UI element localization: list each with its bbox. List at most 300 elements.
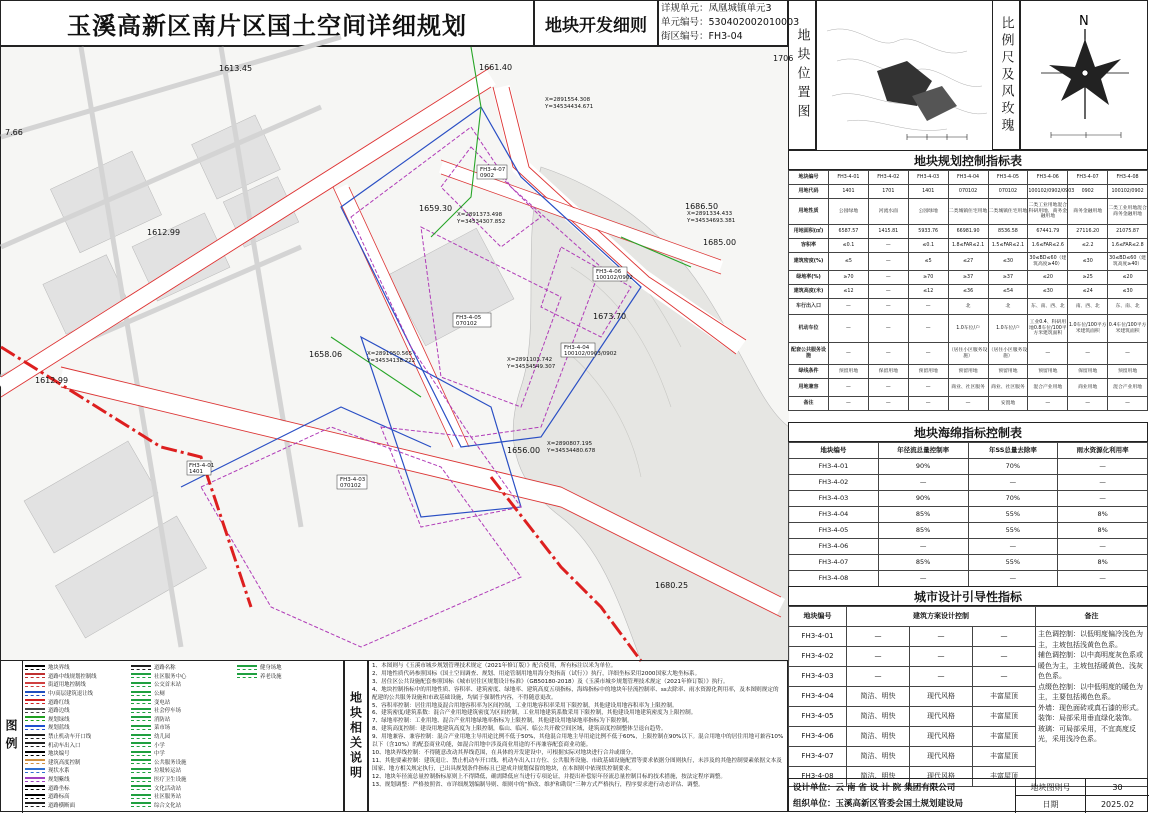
table-cell: —: [973, 627, 1036, 647]
date-value: 2025.02: [1085, 796, 1149, 813]
design-table: [788, 606, 1148, 781]
legend-swatch-icon: [25, 665, 45, 670]
coordinate-label: X=2891373.498 Y=34534307.852: [457, 212, 506, 225]
table-row: [789, 523, 1148, 539]
table-header-cell: FH3-4-06: [1028, 171, 1068, 185]
table-cell: 55%: [968, 507, 1058, 523]
unit-info: [658, 0, 800, 46]
table-cell: 丰富屋顶: [973, 707, 1036, 727]
table-cell: 丰富屋顶: [973, 727, 1036, 747]
table-cell: 用地兼容: [789, 379, 829, 397]
table-cell: 100102/0902: [1108, 185, 1148, 199]
legend-item-label: 社会停车场: [154, 708, 181, 715]
table-cell: —: [968, 571, 1058, 587]
table-row: [789, 271, 1148, 285]
legend-swatch-icon: [25, 794, 45, 799]
table-cell: —: [908, 343, 948, 365]
table-cell: 容积率: [789, 239, 829, 253]
table-cell: 商业、社区服务: [948, 379, 988, 397]
legend-item-label: 社区服务站: [154, 794, 181, 801]
legend-swatch-icon: [131, 794, 151, 799]
legend-item: [25, 672, 97, 681]
design-note: 主色调控制：以低明度偏冷浅色为主，主坡包括浅黄色色系。 辅色调控制：以中高明度灰色系或暖色为主，主坡包括暖黄色、浅灰色色系。 点缀色控制：以中低明度的暖色为主，主要包括褐色色系。 外墙：现色面砖或真石漆的形式。 装饰：局部采用垂直绿化装饰。 玻璃：可局部采用，不宜高度反光，采用浅冷色系。: [1036, 627, 1148, 787]
table-cell: —: [829, 315, 869, 343]
table-header-cell: FH3-4-07: [1068, 171, 1108, 185]
table-cell: —: [973, 647, 1036, 667]
table-cell: —: [829, 299, 869, 315]
legend-item-label: 社区服务中心: [154, 673, 187, 680]
table-header-cell: 地块编号: [789, 443, 879, 459]
table-cell: 二类工业用地混合科研用地、商务金融用地: [1028, 199, 1068, 225]
legend-item: [131, 740, 193, 749]
table-cell: 90%: [878, 459, 968, 475]
table-cell: ≤5: [829, 253, 869, 271]
table-cell: 公园绿地: [908, 199, 948, 225]
table-cell: 简洁、明快: [847, 767, 910, 787]
coordinate-label: X=2891334.433 Y=34534693.381: [687, 211, 736, 224]
table-cell: ≤0.1: [829, 239, 869, 253]
compass: [1020, 0, 1148, 150]
table-cell: ≤20: [1028, 271, 1068, 285]
table-cell: 二类工业用地混合商务金融用地: [1108, 199, 1148, 225]
table-cell: 1415.81: [868, 225, 908, 239]
legend-swatch-icon: [25, 802, 45, 807]
block-code: FH3-4-03: [340, 477, 366, 483]
page-subtitle: 地块开发细则: [534, 0, 658, 46]
table-cell: 66981.90: [948, 225, 988, 239]
legend-swatch-icon: [131, 699, 151, 704]
location-map: [816, 0, 992, 150]
table-cell: 备注: [789, 397, 829, 411]
legend-item-label: 养老设施: [260, 673, 282, 680]
table-cell: —: [1058, 491, 1148, 507]
table-row: [789, 285, 1148, 299]
table-cell: 南、西、北: [1068, 299, 1108, 315]
legend-item: [25, 715, 87, 724]
table-cell: 丰富屋顶: [973, 747, 1036, 767]
table-cell: —: [847, 647, 910, 667]
table-cell: —: [1058, 539, 1148, 555]
legend-swatch-icon: [131, 682, 151, 687]
design-table-title: 城市设计引导性指标: [788, 586, 1148, 606]
legend-item: [25, 680, 87, 689]
legend-item: [25, 792, 87, 801]
control-table: [788, 170, 1148, 412]
sponge-table-title: 地块海绵指标控制表: [788, 422, 1148, 442]
legend-swatch-icon: [237, 665, 257, 670]
table-cell: （居住小区服务设施）: [948, 343, 988, 365]
legend-item: [131, 689, 193, 698]
table-cell: 070102: [948, 185, 988, 199]
table-cell: —: [829, 379, 869, 397]
notes: [368, 660, 788, 812]
legend-item-label: 公共服务设施: [154, 759, 187, 766]
table-cell: 1.6≤FAR≤2.6: [1028, 239, 1068, 253]
table-cell: 用地性质: [789, 199, 829, 225]
sponge-table: [788, 442, 1148, 586]
table-cell: ≤27: [948, 253, 988, 271]
table-cell: 30≤BD≤60（建筑高度≥40）: [1108, 253, 1148, 271]
table-cell: 商业用地: [1068, 379, 1108, 397]
block-code: FH3-4-07: [480, 167, 506, 173]
table-cell: 70%: [968, 491, 1058, 507]
legend-column: [237, 663, 299, 680]
note-item: 2、用地性质代码参照国标《国土空间调查、规划、用途管制用地用海分类指南（试行）》执行，详细坐标采用2000国家大地坐标系。: [372, 670, 701, 677]
legend-item-label: 文化活动站: [154, 785, 181, 792]
legend-item: [131, 758, 193, 767]
legend-item-label: 道路坐标: [48, 785, 70, 792]
table-header-cell: FH3-4-05: [988, 171, 1028, 185]
table-cell: 二类城镇住宅用地: [988, 199, 1028, 225]
wind-rose-canvas: [1021, 1, 1149, 151]
table-cell: ≤20: [1108, 271, 1148, 285]
table-cell: 现代风格: [910, 727, 973, 747]
table-row: [789, 555, 1148, 571]
table-cell: —: [968, 475, 1058, 491]
legend-swatch-icon: [25, 691, 45, 696]
note-item: 4、地块控制指标中的用地性质、容积率、建筑密度、绿地率、建筑高度五项指标，海绵指标中的地块年径流控制率、ss去除率、雨水资源化利用率，及本图则规定的配建的公共服务设施和市政基础设施，均属于强制性内容，不得随意更改。: [372, 686, 779, 701]
table-cell: FH3-4-02: [789, 475, 879, 491]
table-header-cell: FH3-4-01: [829, 171, 869, 185]
table-cell: 1701: [868, 185, 908, 199]
legend-item-label: 现状水系: [48, 768, 70, 775]
legend-item: [25, 697, 87, 706]
table-header-row: [789, 171, 1148, 185]
table-cell: 现代风格: [910, 707, 973, 727]
table-header-cell: 年SS总量去除率: [968, 443, 1058, 459]
table-row: [789, 185, 1148, 199]
table-cell: ≤30: [988, 253, 1028, 271]
table-cell: 绿线条件: [789, 365, 829, 379]
table-cell: 6587.57: [829, 225, 869, 239]
table-cell: —: [868, 343, 908, 365]
legend-swatch-icon: [131, 802, 151, 807]
elevation-label: 1658.06: [309, 350, 343, 359]
note-item: 1、本图则与《玉溪市城乡规划管理技术规定（2021年修订版）》配合使用，所有标注以米为单位。: [372, 663, 617, 669]
scale-label: 比例尺及风玫瑰: [992, 0, 1020, 150]
legend-item-label: 幼儿园: [154, 734, 171, 741]
table-cell: —: [1058, 459, 1148, 475]
table-row: [789, 315, 1148, 343]
legend-item-label: 地块编号: [48, 751, 70, 758]
table-cell: ≥37: [948, 271, 988, 285]
table-cell: —: [878, 475, 968, 491]
table-header-cell: 建筑方案设计控制: [847, 607, 1036, 627]
table-cell: —: [910, 627, 973, 647]
table-cell: —: [868, 315, 908, 343]
legend-item-label: 地块界线: [48, 665, 70, 672]
table-cell: 67441.79: [1028, 225, 1068, 239]
table-cell: 0902: [1068, 185, 1108, 199]
block-use: 070102: [340, 483, 361, 489]
table-cell: FH3-4-06: [789, 727, 847, 747]
table-cell: FH3-4-07: [789, 555, 879, 571]
table-row: [789, 397, 1148, 411]
table-cell: 5933.76: [908, 225, 948, 239]
table-cell: FH3-4-01: [789, 627, 847, 647]
table-cell: —: [868, 271, 908, 285]
note-item: 13、规划调整：严格按照省、市详细规划编制导则、细则中的“修改、维护和勘误”三种方式严格执行，程序要求进行动态评估、调整。: [372, 781, 704, 788]
unit-info-line: 详规单元：凤凰城镇单元3: [661, 3, 772, 14]
table-cell: ≤0.1: [908, 239, 948, 253]
legend-column: [25, 663, 97, 809]
table-cell: 丰富屋顶: [973, 767, 1036, 787]
location-label: 地块位置图: [788, 0, 816, 150]
table-cell: FH3-4-03: [789, 667, 847, 687]
table-cell: FH3-4-07: [789, 747, 847, 767]
table-header-cell: 年径流总量控制率: [878, 443, 968, 459]
table-cell: 丰富屋顶: [973, 687, 1036, 707]
table-cell: —: [878, 539, 968, 555]
block-use: 100102/0903/0902: [564, 351, 617, 357]
control-table-title: 地块规划控制指标表: [788, 150, 1148, 170]
legend-item: [25, 801, 87, 810]
table-cell: FH3-4-03: [789, 491, 879, 507]
table-cell: ≤12: [908, 285, 948, 299]
note-item: 8、建筑高度控制：建设用地建筑高度为上限控制，临山、临河、临公共开敞空间区域，建筑高度控制整体呈退台趋势。: [372, 726, 667, 733]
table-cell: —: [968, 539, 1058, 555]
table-row: [789, 299, 1148, 315]
legend-swatch-icon: [25, 682, 45, 687]
legend-item-label: 中学: [154, 751, 165, 758]
table-cell: FH3-4-01: [789, 459, 879, 475]
legend-item-label: 道路标高: [48, 794, 70, 801]
map-no-label: 地块图则号: [1015, 779, 1085, 796]
table-cell: 混合产业用地: [1028, 379, 1068, 397]
table-cell: —: [908, 397, 948, 411]
legend-item-label: 变电站: [154, 699, 171, 706]
elevation-label: 1680.25: [655, 581, 689, 590]
table-cell: 安置地: [988, 397, 1028, 411]
coordinate-label: X=2891050.565 Y=34534138.222: [367, 351, 416, 364]
table-cell: ≤24: [1068, 285, 1108, 299]
title-block: [788, 778, 1148, 812]
legend-item: [25, 766, 87, 775]
legend-item-label: 垃圾转运站: [154, 768, 181, 775]
table-row: [789, 507, 1148, 523]
note-item: 11、其他要素控制：建筑退让、禁止机动车开口线、机动车出入口方位、公共服务设施、市政基础设施配置等要求依据分图则执行，未涉及的其他控制要素依据文本及国家、地方相关规定执行，已出具规划条件指标且已建成并规划保留的地块，在本图则中依现状控制要求。: [372, 757, 782, 772]
table-cell: —: [847, 627, 910, 647]
legend-item-label: 菜市场: [154, 725, 171, 732]
legend-swatch-icon: [131, 768, 151, 773]
table-cell: 商业、社区服务: [988, 379, 1028, 397]
legend-swatch-icon: [131, 751, 151, 756]
legend-item-label: 规划蓝线: [48, 725, 70, 732]
table-cell: —: [1058, 571, 1148, 587]
table-cell: 车行出入口: [789, 299, 829, 315]
legend-item: [131, 723, 193, 732]
note-item: 3、居住区公共设施配套参照国标《城市居住区规划设计标准》（GB50180-2018）及《玉溪市城乡规划管理技术规定（2021年修订版）》执行。: [372, 678, 729, 685]
table-cell: 简洁、明快: [847, 727, 910, 747]
legend-item-label: 建筑高度控制: [48, 759, 81, 766]
legend-item-label: 健身场地: [260, 665, 282, 672]
elevation-label: 1685.00: [703, 238, 737, 247]
legend-item: [131, 766, 193, 775]
table-row: [789, 365, 1148, 379]
table-cell: —: [1058, 475, 1148, 491]
table-cell: —: [1068, 343, 1108, 365]
table-cell: 100102/0902/0903: [1028, 185, 1068, 199]
legend-swatch-icon: [131, 691, 151, 696]
table-cell: —: [829, 397, 869, 411]
legend: [0, 660, 344, 812]
table-cell: FH3-4-02: [789, 647, 847, 667]
legend-swatch-icon: [25, 734, 45, 739]
legend-swatch-icon: [131, 665, 151, 670]
table-cell: 用地代码: [789, 185, 829, 199]
legend-item: [131, 715, 193, 724]
table-cell: 绿地率(%): [789, 271, 829, 285]
note-item: 5、容积率控制：居住用地及混合用地容积率为区间控制，工业用地容积率采用下限控制，其他建设用地容积率为上限控制。: [372, 702, 678, 709]
table-header-cell: 雨水资源化利用率: [1058, 443, 1148, 459]
block-use: 0902: [480, 173, 494, 179]
plan-map[interactable]: [0, 46, 794, 660]
table-cell: 90%: [878, 491, 968, 507]
table-cell: ≤30: [1108, 285, 1148, 299]
table-row: [789, 225, 1148, 239]
block-use: 070102: [456, 321, 477, 327]
legend-swatch-icon: [131, 734, 151, 739]
legend-swatch-icon: [25, 742, 45, 747]
table-cell: 简洁、明快: [847, 687, 910, 707]
table-cell: ≥70: [829, 271, 869, 285]
legend-item: [25, 663, 87, 672]
table-cell: 1.0车位/户: [948, 315, 988, 343]
table-row: [789, 343, 1148, 365]
table-row: [789, 459, 1148, 475]
legend-swatch-icon: [131, 785, 151, 790]
table-cell: 配套公共服务设施: [789, 343, 829, 365]
legend-swatch-icon: [131, 673, 151, 678]
date-label: 日期: [1015, 796, 1085, 813]
table-cell: 保留用地: [1068, 365, 1108, 379]
legend-item: [25, 723, 87, 732]
table-row: [789, 627, 1148, 647]
table-cell: 商务金融用地: [1068, 199, 1108, 225]
table-cell: 85%: [878, 507, 968, 523]
table-cell: 55%: [968, 555, 1058, 571]
table-cell: 27116.20: [1068, 225, 1108, 239]
table-cell: 北: [988, 299, 1028, 315]
legend-swatch-icon: [25, 751, 45, 756]
table-header-row: [789, 607, 1148, 627]
table-cell: 0.4车位/100平方米建筑面积: [1108, 315, 1148, 343]
table-cell: —: [1108, 343, 1148, 365]
legend-item-label: 公厕: [154, 691, 165, 698]
table-cell: 工业0.4、科研用地0.8车位/100平方米建筑面积: [1028, 315, 1068, 343]
table-cell: ≤5: [908, 253, 948, 271]
legend-item-label: 综合文化站: [154, 802, 181, 809]
table-cell: —: [948, 397, 988, 411]
note-item: 9、用地兼容、兼容控制：混合产业用地主导用途比例不低于50%，其他混合用地主导用途比例不低于60%，上限控制在90%以下。混合用地中的居住用地可兼容10%以下（含10%）的配套商业功能，如混合用地中涉及商业用途的不再兼容配套商业功能。: [372, 734, 784, 749]
legend-item-label: 规划绿线: [48, 716, 70, 723]
table-cell: —: [1068, 397, 1108, 411]
legend-item: [131, 749, 193, 758]
table-cell: 预留用地: [1028, 365, 1068, 379]
table-cell: ≤12: [829, 285, 869, 299]
legend-swatch-icon: [131, 716, 151, 721]
table-cell: FH3-4-08: [789, 571, 879, 587]
elevation-label: 1613.45: [219, 64, 253, 73]
legend-item-label: 医疗卫生设施: [154, 777, 187, 784]
elevation-label: 1656.00: [507, 446, 541, 455]
legend-swatch-icon: [25, 759, 45, 764]
table-cell: ≤36: [948, 285, 988, 299]
table-cell: 预留用地: [988, 365, 1028, 379]
block-code: FH3-4-06: [596, 269, 622, 275]
table-header-cell: 备注: [1036, 607, 1148, 627]
table-cell: 河流水面: [868, 199, 908, 225]
table-cell: 1.0车位/户: [988, 315, 1028, 343]
coordinate-label: X=2890807.195 Y=34534480.678: [547, 441, 596, 454]
table-cell: 1.0车位/100平方米建筑面积: [1068, 315, 1108, 343]
table-cell: 8536.58: [988, 225, 1028, 239]
table-header-cell: FH3-4-08: [1108, 171, 1148, 185]
table-cell: 8%: [1058, 555, 1148, 571]
table-cell: （居住小区服务设施）: [988, 343, 1028, 365]
legend-swatch-icon: [131, 708, 151, 713]
legend-item: [131, 801, 193, 810]
table-cell: FH3-4-04: [789, 687, 847, 707]
coordinate-label: X=2891554.308 Y=34534434.671: [545, 97, 594, 110]
legend-item: [25, 783, 87, 792]
table-cell: 东、南、西、北: [1028, 299, 1068, 315]
legend-swatch-icon: [25, 673, 45, 678]
table-cell: 8%: [1058, 523, 1148, 539]
table-cell: ≤30: [1028, 285, 1068, 299]
legend-item: [131, 663, 193, 672]
legend-item: [131, 672, 193, 681]
table-cell: ≤30: [1068, 253, 1108, 271]
table-cell: 现代风格: [910, 747, 973, 767]
table-cell: FH3-4-05: [789, 523, 879, 539]
elevation-label: 1612.99: [35, 376, 69, 385]
legend-swatch-icon: [131, 725, 151, 730]
table-cell: —: [1108, 397, 1148, 411]
table-cell: —: [878, 571, 968, 587]
table-cell: —: [908, 379, 948, 397]
table-cell: ≥70: [908, 271, 948, 285]
elevation-label: 7.66: [5, 128, 23, 137]
legend-items: [25, 661, 343, 813]
legend-item-label: 小学: [154, 742, 165, 749]
table-cell: 公园绿地: [829, 199, 869, 225]
table-cell: —: [868, 253, 908, 271]
table-cell: 1401: [829, 185, 869, 199]
note-item: 12、地块年径流总量控制指标原则上不得降低，确需降低应当进行专项论证，并提出补偿原年径流总量控制目标的技术措施，按法定程序调整。: [372, 773, 726, 780]
design-unit: 设计单位：云 南 省 设 计 院 集团有限公司: [793, 783, 956, 793]
legend-item-label: 道路边线: [48, 708, 70, 715]
location-map-canvas: [817, 1, 993, 151]
table-row: [789, 199, 1148, 225]
table-cell: —: [910, 667, 973, 687]
table-row: [789, 379, 1148, 397]
table-cell: 21075.87: [1108, 225, 1148, 239]
table-cell: 建筑高度(米): [789, 285, 829, 299]
elevation-label: 1661.40: [479, 63, 513, 72]
table-cell: ≤54: [988, 285, 1028, 299]
table-row: [789, 253, 1148, 271]
table-cell: 1.8≤FAR≤2.1: [948, 239, 988, 253]
legend-swatch-icon: [25, 708, 45, 713]
table-cell: FH3-4-08: [789, 767, 847, 787]
legend-column: [131, 663, 193, 809]
table-cell: 预留用地: [948, 365, 988, 379]
legend-swatch-icon: [237, 673, 257, 678]
legend-swatch-icon: [25, 699, 45, 704]
legend-item: [25, 740, 87, 749]
elevation-label: 1686.50: [685, 202, 719, 211]
